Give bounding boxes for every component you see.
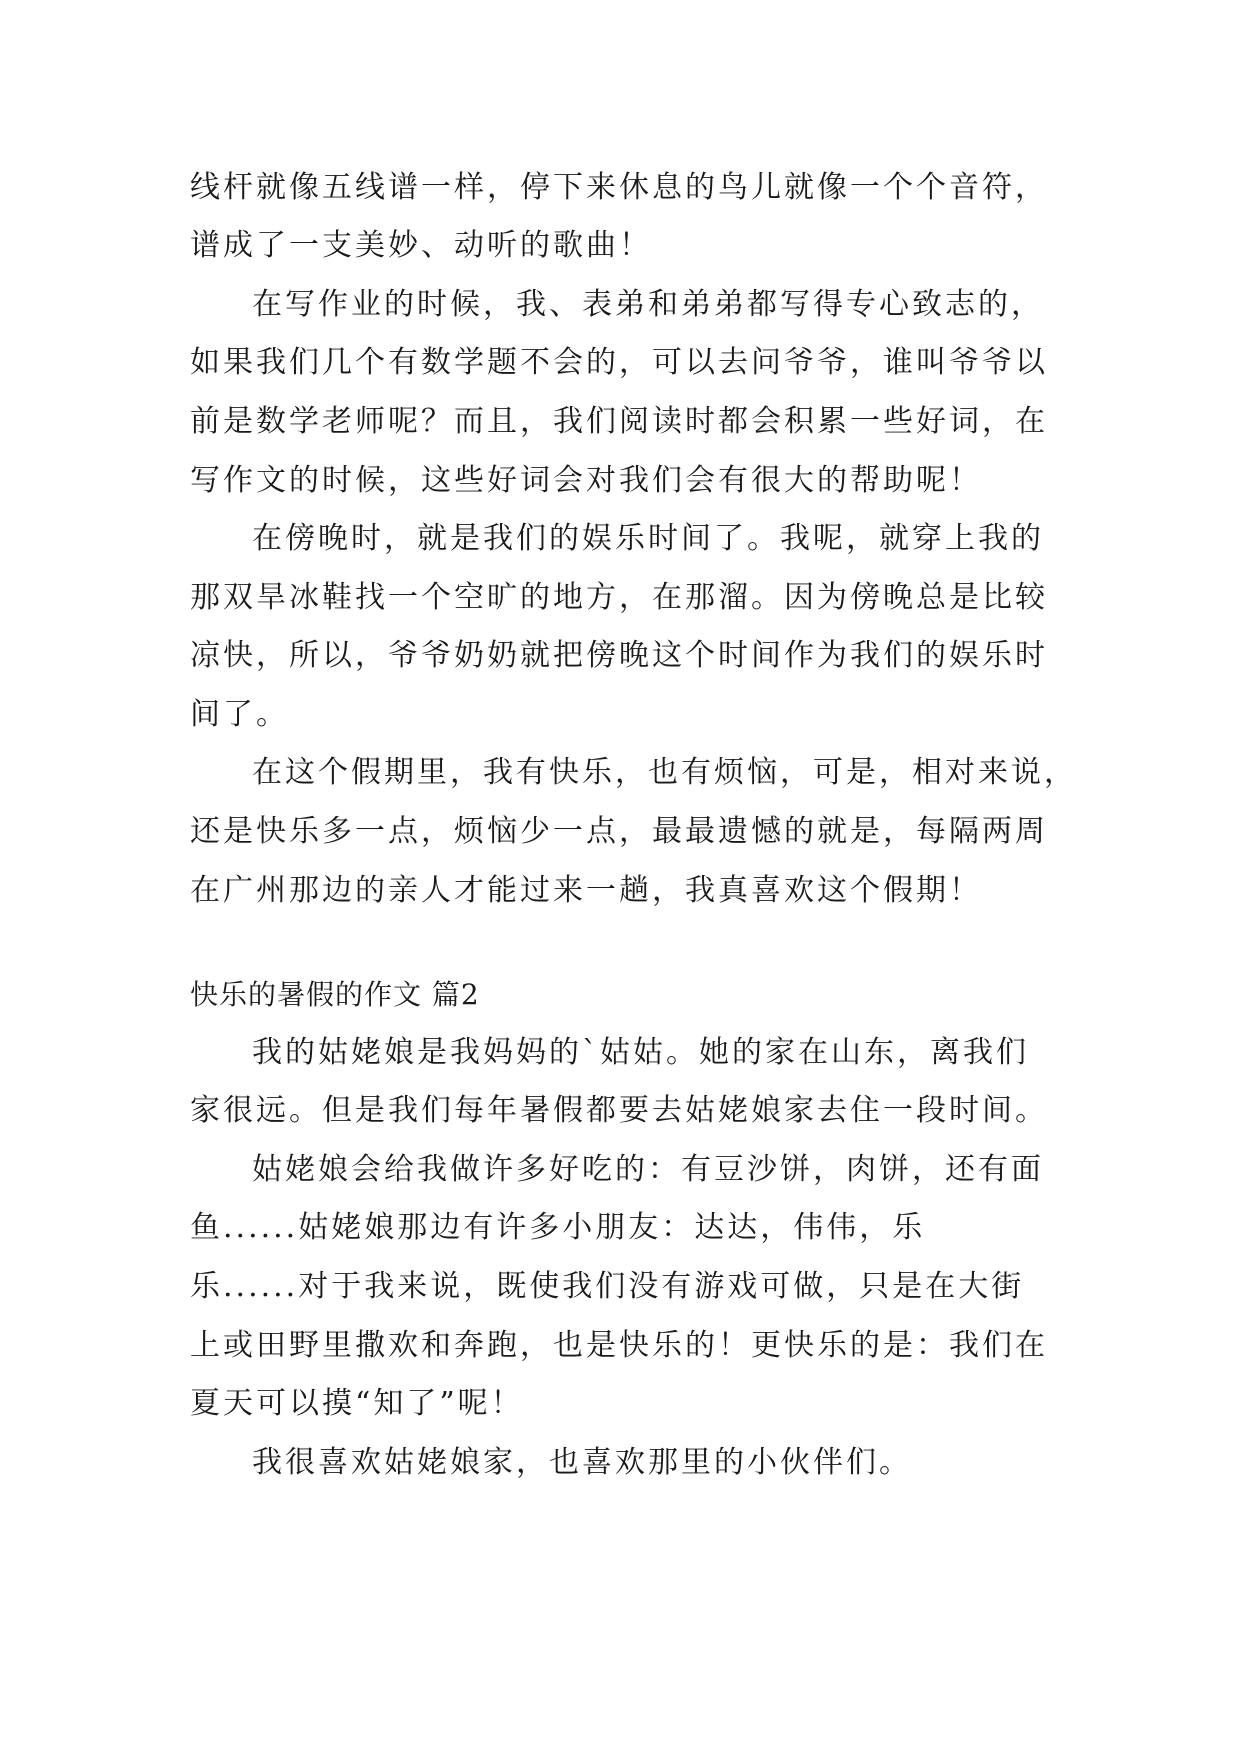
paragraph-line: 我很喜欢姑姥娘家，也喜欢那里的小伙伴们。 [252, 1445, 912, 1480]
paragraph-line: 姑姥娘会给我做许多好吃的：有豆沙饼，肉饼，还有面 [252, 1152, 1044, 1187]
paragraph-line: 前是数学老师呢？而且，我们阅读时都会积累一些好词，在 [190, 404, 1048, 439]
paragraph-line: 如果我们几个有数学题不会的，可以去问爷爷，谁叫爷爷以 [190, 345, 1048, 380]
paragraph-line: 上或田野里撒欢和奔跑，也是快乐的！更快乐的是：我们在 [190, 1328, 1048, 1363]
paragraph-line: 夏天可以摸“知了”呢！ [190, 1386, 524, 1421]
paragraph-line: 我的姑姥娘是我妈妈的`姑姑。她的家在山东，离我们 [252, 1035, 1029, 1070]
paragraph-line: 那双旱冰鞋找一个空旷的地方，在那溜。因为傍晚总是比较 [190, 580, 1048, 615]
paragraph-line: 在写作业的时候，我、表弟和弟弟都写得专心致志的， [252, 287, 1044, 322]
paragraph-line: 乐......对于我来说，既使我们没有游戏可做，只是在大街 [190, 1269, 1025, 1304]
paragraph-line: 还是快乐多一点，烦恼少一点，最最遗憾的就是，每隔两周 [190, 814, 1048, 849]
paragraph-line: 家很远。但是我们每年暑假都要去姑姥娘家去住一段时间。 [190, 1093, 1048, 1128]
paragraph-line: 在这个假期里，我有快乐，也有烦恼，可是，相对来说， [252, 755, 1077, 790]
paragraph-line: 写作文的时候，这些好词会对我们会有很大的帮助呢！ [190, 463, 982, 498]
paragraph-line: 间了。 [190, 697, 289, 732]
paragraph-line: 线杆就像五线谱一样，停下来休息的鸟儿就像一个个音符， [190, 170, 1048, 205]
paragraph-line: 在傍晚时，就是我们的娱乐时间了。我呢，就穿上我的 [252, 521, 1044, 556]
paragraph-line: 凉快，所以，爷爷奶奶就把傍晚这个时间作为我们的娱乐时 [190, 638, 1048, 673]
paragraph-line: 鱼......姑姥娘那边有许多小朋友：达达，伟伟，乐 [190, 1210, 926, 1245]
paragraph-line: 谱成了一支美妙、动听的歌曲！ [190, 228, 652, 263]
section-heading: 快乐的暑假的作文 篇2 [190, 978, 480, 1011]
paragraph-line: 在广州那边的亲人才能过来一趟，我真喜欢这个假期！ [190, 873, 982, 908]
